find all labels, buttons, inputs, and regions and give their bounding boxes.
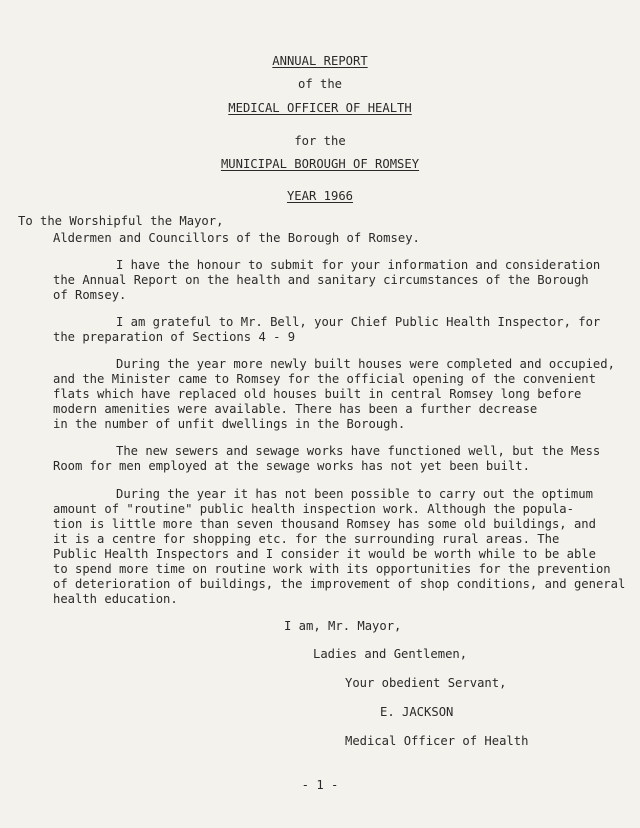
paragraph-5-line-4: it is a centre for shopping etc. for the surrounding rural areas. The (53, 532, 560, 546)
paragraph-1-line-1: I have the honour to submit for your information and consideration (116, 258, 601, 272)
heading-officer: MEDICAL OFFICER OF HEALTH (228, 101, 412, 115)
paragraph-5-line-3: tion is little more than seven thousand Romsey has some old buildings, and (53, 517, 596, 531)
heading-year: YEAR 1966 (286, 189, 354, 203)
closing-line-3: Your obedient Servant, (345, 676, 507, 690)
paragraph-1-line-2: the Annual Report on the health and sanitary circumstances of the Borough (53, 273, 589, 287)
paragraph-5-line-6: to spend more time on routine work with its opportunities for the prevention (53, 562, 611, 576)
paragraph-1-line-3: of Romsey. (53, 288, 127, 302)
heading-borough: MUNICIPAL BOROUGH OF ROMSEY (220, 157, 420, 171)
page-number: - 1 - (301, 778, 339, 792)
paragraph-3-line-4: modern amenities were available. There has been a further decrease (53, 402, 538, 416)
paragraph-5-line-8: health education. (53, 592, 178, 606)
heading-of-the: of the (297, 77, 343, 91)
closing-line-1: I am, Mr. Mayor, (284, 619, 402, 633)
paragraph-3-line-5: in the number of unfit dwellings in the Borough. (53, 417, 406, 431)
heading-for-the: for the (294, 134, 346, 148)
paragraph-5-line-2: amount of "routine" public health inspection work. Although the popula- (53, 502, 574, 516)
signatory-title: Medical Officer of Health (345, 734, 529, 748)
paragraph-5-line-7: of deterioration of buildings, the improvement of shop conditions, and general (53, 577, 626, 591)
paragraph-5-line-1: During the year it has not been possible to carry out the optimum (116, 487, 593, 501)
paragraph-3-line-3: flats which have replaced old houses built in central Romsey long before (53, 387, 582, 401)
paragraph-4-line-2: Room for men employed at the sewage works has not yet been built. (53, 459, 530, 473)
paragraph-5-line-5: Public Health Inspectors and I consider it would be worth while to be able (53, 547, 596, 561)
paragraph-2-line-1: I am grateful to Mr. Bell, your Chief Public Health Inspector, for (116, 315, 601, 329)
paragraph-3-line-2: and the Minister came to Romsey for the official opening of the convenient (53, 372, 596, 386)
report-title: ANNUAL REPORT (272, 54, 368, 68)
paragraph-3-line-1: During the year more newly built houses were completed and occupied, (116, 357, 615, 371)
salutation-line-1: To the Worshipful the Mayor, (18, 214, 224, 228)
signatory-name: E. JACKSON (380, 705, 454, 719)
salutation-line-2: Aldermen and Councillors of the Borough of Romsey. (53, 231, 420, 245)
closing-line-2: Ladies and Gentlemen, (313, 647, 468, 661)
paragraph-2-line-2: the preparation of Sections 4 - 9 (53, 330, 296, 344)
paragraph-4-line-1: The new sewers and sewage works have functioned well, but the Mess (116, 444, 601, 458)
